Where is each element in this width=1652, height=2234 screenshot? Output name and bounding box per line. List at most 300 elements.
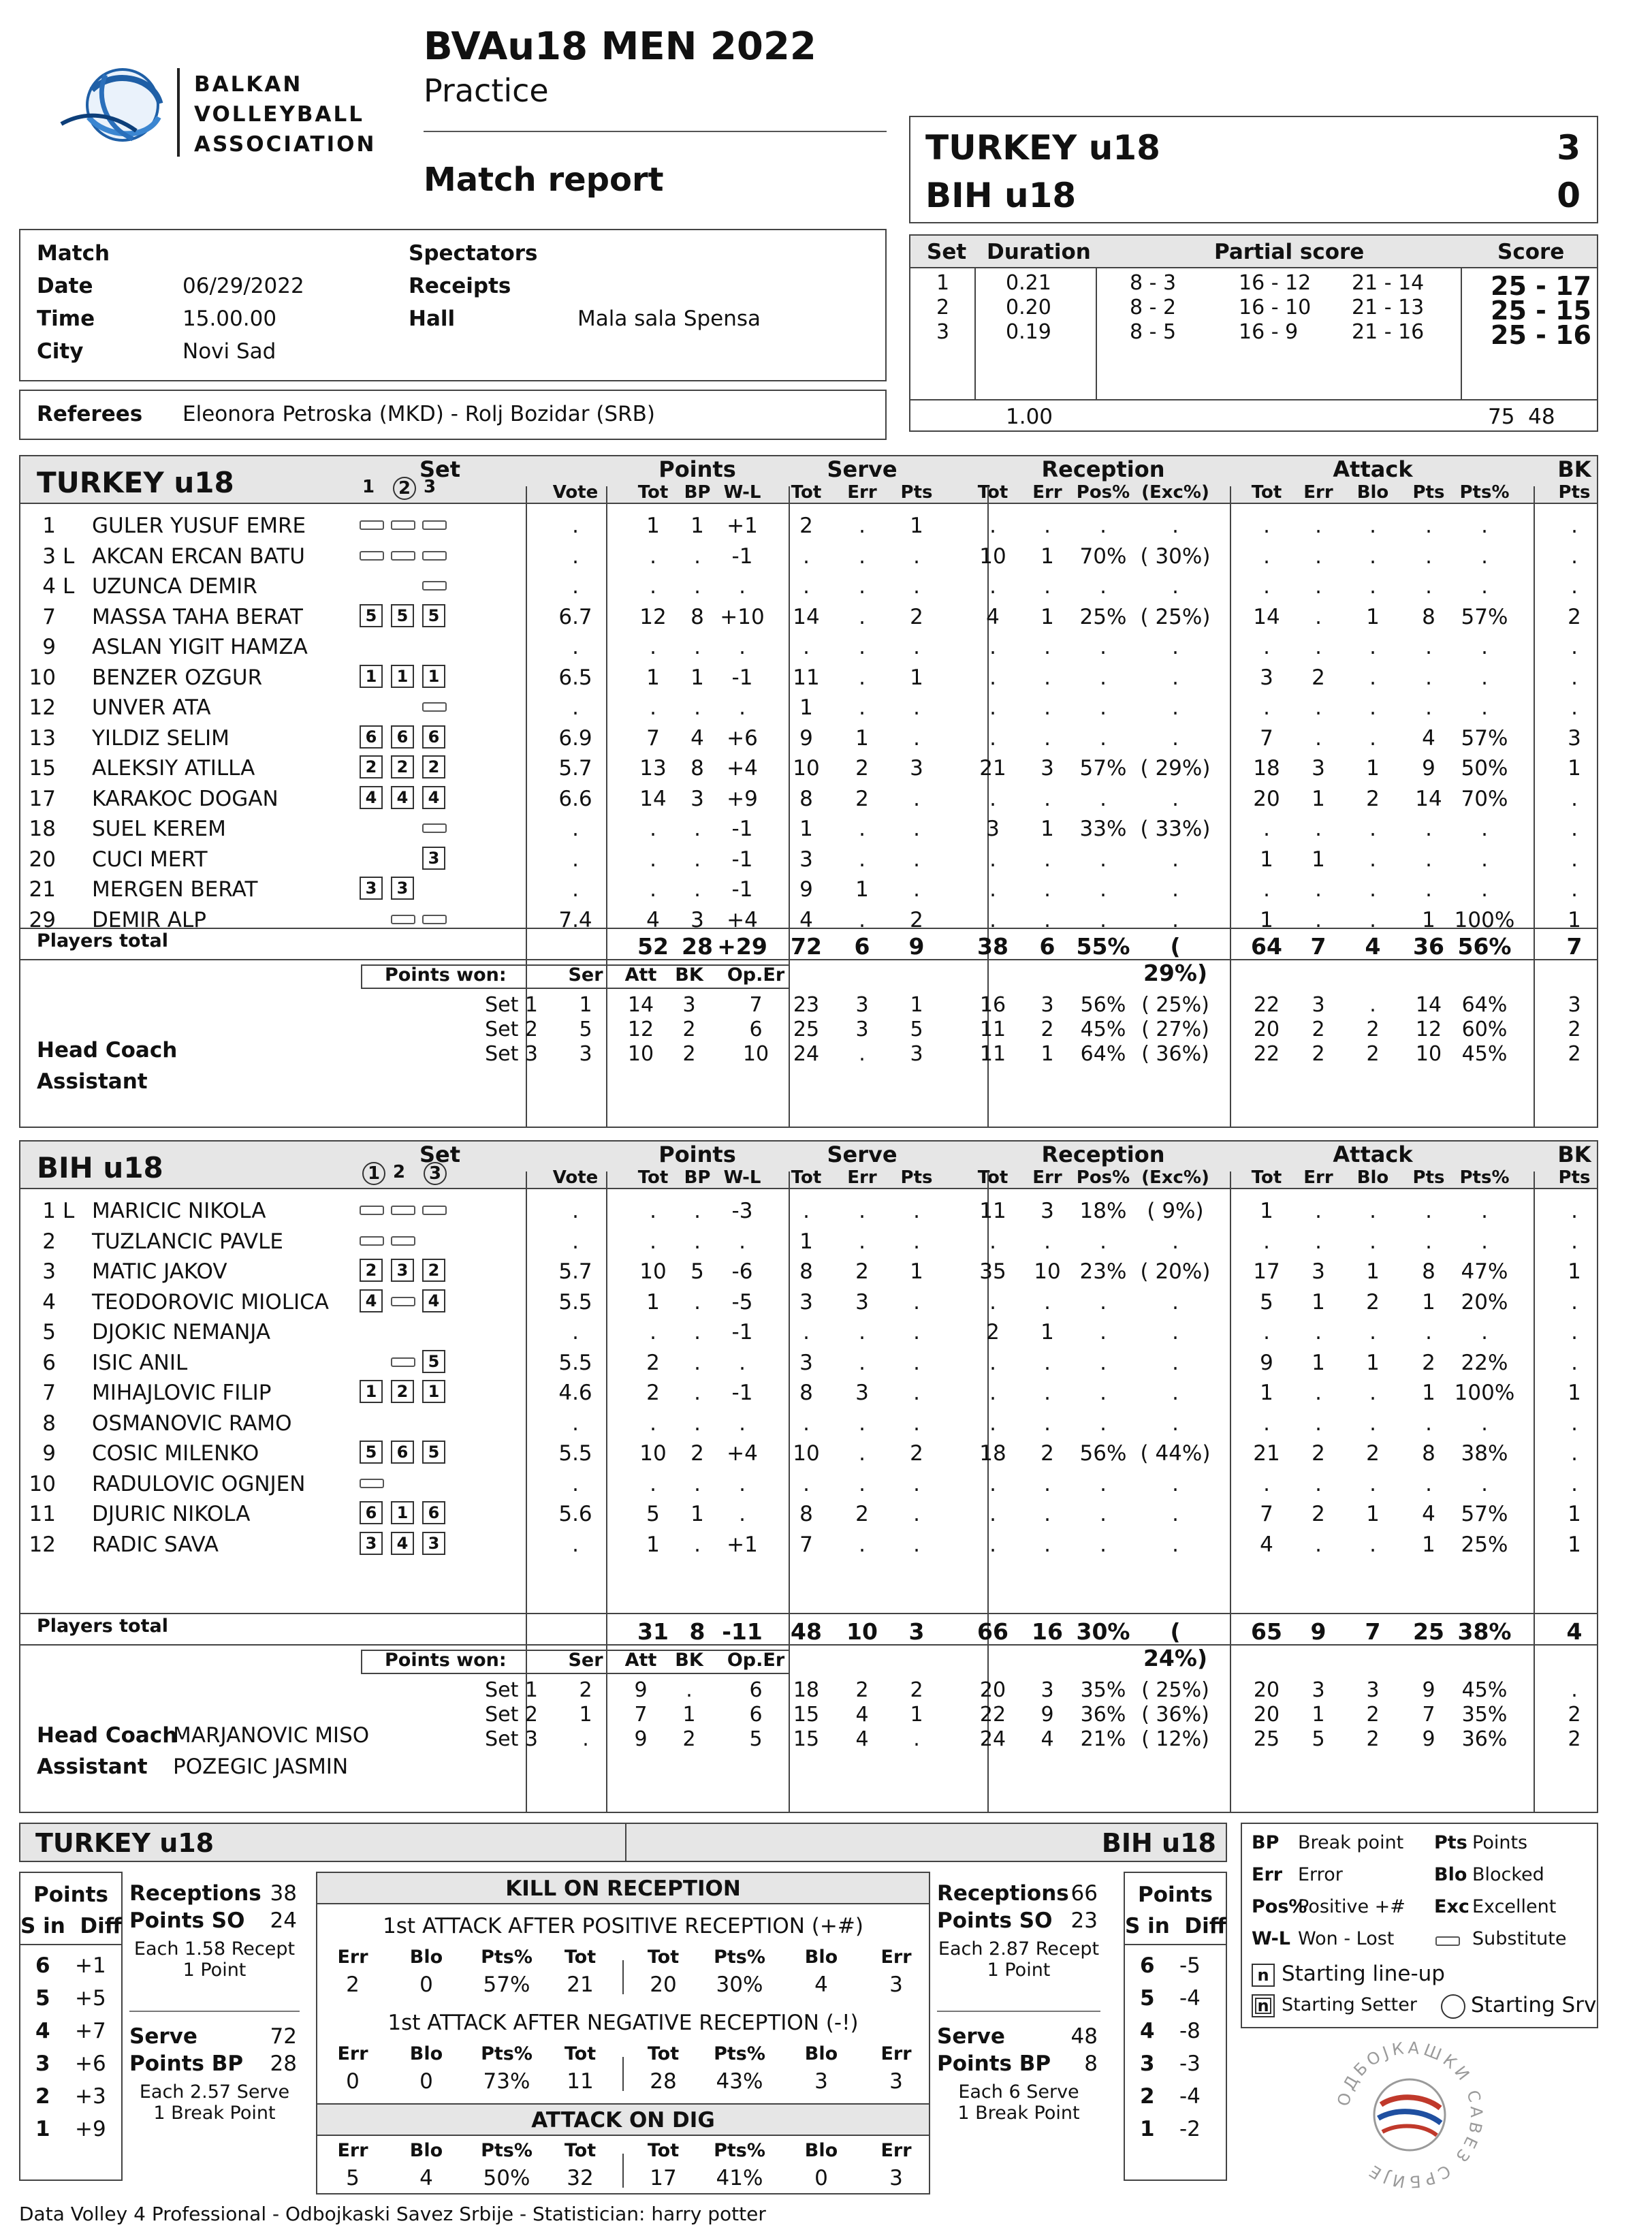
points-won-cell: 3 xyxy=(579,1042,592,1066)
subhdr-err: Err xyxy=(1032,1167,1062,1188)
kill-cell: 50% xyxy=(483,2166,530,2190)
stat-cell: . xyxy=(1172,725,1179,751)
stat-cell: . xyxy=(1315,695,1322,720)
stat-cell: . xyxy=(1369,1320,1376,1344)
set-cell: 16 - 10 xyxy=(1239,296,1312,319)
kill-cell: 0 xyxy=(419,1972,433,1997)
date-value: 06/29/2022 xyxy=(182,274,304,298)
hdr-set: Set xyxy=(419,456,461,482)
total-cell: 52 xyxy=(637,933,669,960)
stat-cell: . xyxy=(1481,635,1488,659)
stat-cell: . xyxy=(1369,847,1376,872)
set-stat-cell: 36% xyxy=(1080,1703,1126,1727)
total-cell: 55% xyxy=(1076,933,1130,960)
stat-cell: . xyxy=(1172,786,1179,811)
set-stat-cell: 7 xyxy=(1422,1703,1435,1727)
player-name: BENZER OZGUR xyxy=(92,665,263,690)
player-row xyxy=(20,1469,1597,1499)
stat-cell: . xyxy=(1315,725,1322,751)
points-won-header: BK xyxy=(675,964,703,986)
stat-cell: ( 30%) xyxy=(1140,544,1211,569)
stat-cell: . xyxy=(739,574,746,599)
points-won-header: Att xyxy=(624,1650,657,1671)
starting-position: 5 xyxy=(360,604,383,627)
set-label: Set 3 xyxy=(485,1042,538,1066)
stat-cell: . xyxy=(989,695,996,720)
stat-cell: . xyxy=(1425,574,1432,599)
set-stat-cell: 1 xyxy=(1041,1042,1054,1066)
subhdr-blo: Blo xyxy=(1356,482,1389,503)
kill-hdr: Tot xyxy=(564,2140,597,2161)
stat-cell: -1 xyxy=(731,877,753,902)
hdr-points: Points xyxy=(658,456,736,482)
starting-position: 3 xyxy=(360,1532,383,1555)
points-won-header: BK xyxy=(675,1650,703,1671)
kill-cell: 0 xyxy=(346,2069,360,2094)
stat-cell: 8 xyxy=(799,1259,813,1284)
stat-cell: 2 xyxy=(910,907,923,932)
stat-cell: . xyxy=(1172,907,1179,932)
player-name: MATIC JAKOV xyxy=(92,1259,227,1284)
subhdr-err: Err xyxy=(1303,482,1333,503)
substitute-icon xyxy=(391,551,415,561)
stat-cell: . xyxy=(1481,1471,1488,1496)
stat-cell: . xyxy=(913,1199,920,1223)
player-row xyxy=(20,1530,1597,1560)
set-stat-cell: 64% xyxy=(1461,993,1508,1017)
subhdr-bp: BP xyxy=(684,482,711,503)
stat-cell: . xyxy=(572,544,579,569)
stat-cell: 1 xyxy=(1312,786,1325,811)
stat-cell: . xyxy=(1100,1381,1107,1405)
set-stat-cell: 3 xyxy=(1366,1678,1380,1702)
stat-cell: . xyxy=(694,877,701,902)
set-stat-cell: 3 xyxy=(1312,993,1325,1017)
stat-cell: . xyxy=(1100,786,1107,811)
set-stat-cell: 22 xyxy=(979,1703,1006,1727)
stat-cell: . xyxy=(1263,1471,1270,1496)
stat-cell: 21 xyxy=(979,756,1006,781)
stat-cell: . xyxy=(1571,695,1578,720)
stat-cell: . xyxy=(1571,1441,1578,1466)
kill-cell: 17 xyxy=(650,2166,677,2190)
set-stat-cell: 4 xyxy=(1041,1727,1054,1751)
stat-cell: ( 20%) xyxy=(1140,1259,1211,1284)
stat-cell: 18 xyxy=(1253,756,1280,781)
stat-cell: 13 xyxy=(639,756,667,781)
player-number: 4 xyxy=(42,574,56,599)
stat-cell: . xyxy=(859,574,865,599)
stat-cell: +6 xyxy=(727,725,758,751)
substitute-icon xyxy=(422,823,447,833)
kill-cell: 3 xyxy=(889,2166,903,2190)
stat-cell: . xyxy=(1315,1532,1322,1557)
hdr-reception: Reception xyxy=(1041,1142,1165,1167)
kill-hdr: Err xyxy=(337,1947,368,1968)
kill-cell: 4 xyxy=(419,2166,433,2190)
stat-cell: 2 xyxy=(646,1381,660,1405)
stat-cell: . xyxy=(913,1502,920,1526)
total-cell: 7 xyxy=(1310,933,1327,960)
subhdr-tot: Tot xyxy=(791,1167,822,1188)
stat-cell: . xyxy=(650,847,656,872)
set-stat-cell: 2 xyxy=(1366,1727,1380,1751)
stat-cell: . xyxy=(1425,1229,1432,1254)
stat-cell: 56% xyxy=(1079,1441,1127,1466)
stat-cell: . xyxy=(739,695,746,720)
points-won-cell: 6 xyxy=(749,1703,763,1727)
rotation-diff: +7 xyxy=(75,2019,106,2043)
total-cell: 25 xyxy=(1413,1618,1444,1645)
total-cell: 8 xyxy=(689,1618,705,1645)
stat-cell: . xyxy=(1044,847,1051,872)
stat-cell: . xyxy=(694,544,701,569)
home-sets: 3 xyxy=(1557,128,1580,168)
subhdr-blo: Blo xyxy=(1356,1167,1389,1188)
stat-cell: . xyxy=(1172,1502,1179,1526)
stat-cell: 5 xyxy=(646,1502,660,1526)
player-row xyxy=(20,1287,1597,1317)
stat-cell: . xyxy=(1571,544,1578,569)
stat-cell: 10 xyxy=(639,1259,667,1284)
player-row xyxy=(20,1378,1597,1408)
attack-on-dig xyxy=(316,2103,930,2194)
stat-cell: 17 xyxy=(1253,1259,1280,1284)
starting-position: 6 xyxy=(391,725,414,749)
subhdr-exc: (Exc%) xyxy=(1141,482,1209,503)
total-cell: 65 xyxy=(1251,1618,1282,1645)
player-row xyxy=(20,511,1597,541)
stat-cell: . xyxy=(1100,665,1107,690)
total-cell: 30% xyxy=(1076,1618,1130,1645)
stat-cell: . xyxy=(1172,877,1179,902)
stat-cell: . xyxy=(1172,665,1179,690)
stat-cell: . xyxy=(913,635,920,659)
kill-cell: 5 xyxy=(346,2166,360,2190)
player-number: 2 xyxy=(42,1229,56,1254)
team-stats-home xyxy=(19,455,1598,1128)
stat-cell: . xyxy=(1044,665,1051,690)
stat-cell: . xyxy=(1369,514,1376,538)
total-duration: 1.00 xyxy=(1006,405,1053,429)
stat-cell: 18 xyxy=(979,1441,1006,1466)
legend-abbr: Pos% xyxy=(1252,1896,1307,1917)
set-stat-cell: 3 xyxy=(1312,1678,1325,1702)
substitute-icon xyxy=(1435,1936,1460,1946)
stat-cell: 70% xyxy=(1079,544,1127,569)
player-name: DEMIR ALP xyxy=(92,907,206,932)
stat-cell: 4 xyxy=(1260,1532,1273,1557)
points-won-header: Ser xyxy=(568,964,603,986)
summary-away-name: BIH u18 xyxy=(1101,1828,1216,1858)
kill-hdr: Blo xyxy=(804,2140,838,2161)
stat-cell: . xyxy=(1315,1381,1322,1405)
starting-position: 3 xyxy=(422,1532,445,1555)
starting-position: 6 xyxy=(360,1501,383,1524)
stat-cell: 20 xyxy=(1253,786,1280,811)
starting-position: 5 xyxy=(391,604,414,627)
stat-cell: 1 xyxy=(1366,1350,1380,1375)
points-won-header: Att xyxy=(624,964,657,986)
stat-cell: . xyxy=(650,544,656,569)
total-cell: 56% xyxy=(1457,933,1512,960)
seal-icon xyxy=(1328,2033,1491,2197)
stat-cell: 100% xyxy=(1454,907,1515,932)
starting-position: 6 xyxy=(422,725,445,749)
stat-cell: . xyxy=(1100,1532,1107,1557)
points-won-cell: 2 xyxy=(682,1018,696,1041)
set-stat-cell: 3 xyxy=(910,1042,923,1066)
kill-cell: 4 xyxy=(814,1972,828,1997)
stat-cell: 9 xyxy=(1260,1350,1273,1375)
stat-cell: . xyxy=(739,1471,746,1496)
rotation-number: 4 xyxy=(35,2019,50,2043)
stat-cell: . xyxy=(1571,817,1578,841)
stat-cell: -1 xyxy=(731,847,753,872)
stat-cell: +1 xyxy=(727,514,758,538)
stat-cell: . xyxy=(1044,1229,1051,1254)
starting-position: 6 xyxy=(391,1441,414,1464)
stat-cell: . xyxy=(572,1532,579,1557)
total-cell: 9 xyxy=(1310,1618,1327,1645)
legend-desc: Won - Lost xyxy=(1298,1928,1395,1949)
rotation-diff: -2 xyxy=(1179,2117,1201,2141)
referees-value: Eleonora Petroska (MKD) - Rolj Bozidar (SRB) xyxy=(182,402,655,426)
stat-cell: . xyxy=(1100,907,1107,932)
team-stats-away xyxy=(19,1140,1598,1813)
legend-srv: Starting Srv xyxy=(1441,1992,1596,2019)
stat-cell: 10 xyxy=(979,544,1006,569)
stat-cell: . xyxy=(1571,877,1578,902)
stat-cell: 1 xyxy=(646,1532,660,1557)
points-won-cell: 10 xyxy=(742,1042,769,1066)
stat-cell: . xyxy=(859,635,865,659)
stat-cell: 23% xyxy=(1079,1259,1127,1284)
player-name: RADULOVIC OGNJEN xyxy=(92,1471,306,1496)
set-stat-cell: 1 xyxy=(910,993,923,1017)
set-stat-cell: 1 xyxy=(1312,1703,1325,1727)
starting-position: 1 xyxy=(422,1380,445,1403)
set-stat-cell: 2 xyxy=(1568,1727,1581,1751)
stat-cell: 1 xyxy=(855,725,869,751)
starting-position: 4 xyxy=(360,786,383,809)
set-stat-cell: 64% xyxy=(1080,1042,1126,1066)
stat-cell: 10 xyxy=(793,1441,820,1466)
starting-position: 2 xyxy=(391,1380,414,1403)
match-info xyxy=(19,229,887,381)
stat-cell: . xyxy=(989,1411,996,1436)
stat-cell: . xyxy=(1571,574,1578,599)
stat-cell: . xyxy=(572,1320,579,1344)
stat-cell: . xyxy=(1315,1229,1322,1254)
starting-position: 3 xyxy=(422,847,445,870)
stat-cell: . xyxy=(650,1320,656,1344)
stat-cell: . xyxy=(1172,1229,1179,1254)
subhdr-tot: Tot xyxy=(1251,1167,1282,1188)
substitute-icon xyxy=(422,702,447,712)
set-number: 3 xyxy=(424,477,436,497)
player-name: UZUNCA DEMIR xyxy=(92,574,257,599)
stat-cell: 3 xyxy=(986,817,1000,841)
stat-cell: . xyxy=(1481,877,1488,902)
player-number: 12 xyxy=(29,1532,56,1557)
stat-cell: . xyxy=(1425,847,1432,872)
players-total-label: Players total xyxy=(37,930,168,951)
stat-cell: . xyxy=(913,817,920,841)
stat-cell: . xyxy=(1571,1229,1578,1254)
stat-cell: 2 xyxy=(855,1259,869,1284)
set-stat-cell: 5 xyxy=(1312,1727,1325,1751)
set-stat-cell: 16 xyxy=(979,993,1006,1017)
stat-cell: . xyxy=(1315,514,1322,538)
stat-cell: . xyxy=(859,514,865,538)
sets-hdr-score: Score xyxy=(1497,240,1565,264)
report-title: Match report xyxy=(424,161,664,199)
total-cell: 31 xyxy=(637,1618,669,1645)
stat-cell: . xyxy=(1315,907,1322,932)
player-row xyxy=(20,663,1597,693)
stat-cell: . xyxy=(1481,1411,1488,1436)
set-stat-cell: ( 36%) xyxy=(1141,1042,1209,1066)
stat-cell: . xyxy=(859,907,865,932)
substitute-icon xyxy=(391,1236,415,1246)
stat-cell: 4 xyxy=(646,907,660,932)
set-stat-cell: 35% xyxy=(1461,1703,1508,1727)
stat-cell: . xyxy=(1100,635,1107,659)
stat-cell: 6.5 xyxy=(558,665,592,690)
stat-cell: 3 xyxy=(799,1350,813,1375)
stat-cell: . xyxy=(1571,847,1578,872)
player-number: 12 xyxy=(29,695,56,720)
set-number: 2 xyxy=(393,477,416,500)
receipts-label: Receipts xyxy=(409,274,511,298)
stat-cell: 3 xyxy=(690,786,704,811)
stat-cell: 1 xyxy=(910,1259,923,1284)
stat-cell: . xyxy=(989,786,996,811)
player-row xyxy=(20,1196,1597,1226)
stat-cell: 1 xyxy=(1422,1289,1435,1315)
stat-cell: 20% xyxy=(1461,1289,1508,1315)
kill-title: KILL ON RECEPTION xyxy=(317,1873,929,1904)
stat-cell: 7 xyxy=(646,725,660,751)
stat-cell: . xyxy=(572,877,579,902)
starting-position: 1 xyxy=(360,1380,383,1403)
total-cell: 4 xyxy=(1566,1618,1583,1645)
stat-cell: 2 xyxy=(799,514,813,538)
total-cell: ( 29%) xyxy=(1143,933,1208,986)
starting-position: 4 xyxy=(422,1289,445,1312)
stat-cell: 6.7 xyxy=(558,604,592,629)
player-row xyxy=(20,602,1597,632)
set-stat-cell: 18 xyxy=(793,1678,820,1702)
set-stat-cell: 56% xyxy=(1080,993,1126,1017)
assistant-label: Assistant xyxy=(37,1069,148,1094)
stat-cell: . xyxy=(913,786,920,811)
legend-abbr: BP xyxy=(1252,1832,1280,1853)
stat-cell: 14 xyxy=(793,604,820,629)
stat-cell: . xyxy=(989,847,996,872)
stat-cell: . xyxy=(989,1289,996,1315)
hall-value: Mala sala Spensa xyxy=(577,306,761,331)
kill-cell: 3 xyxy=(889,1972,903,1997)
points-won-cell: . xyxy=(582,1727,589,1751)
stat-cell: . xyxy=(1425,695,1432,720)
stat-cell: 5.6 xyxy=(558,1502,592,1526)
hdr-points: Points xyxy=(658,1142,736,1167)
stat-cell: . xyxy=(1571,514,1578,538)
stat-cell: 7 xyxy=(1260,725,1273,751)
set-stat-cell: 9 xyxy=(1422,1727,1435,1751)
player-number: 18 xyxy=(29,817,56,841)
set-stat-cell: 11 xyxy=(979,1042,1006,1066)
rotation-diff: +6 xyxy=(75,2051,106,2076)
points-won-cell: 2 xyxy=(579,1678,592,1702)
kill-cell: 32 xyxy=(567,2166,594,2190)
stat-cell: . xyxy=(1369,635,1376,659)
points-won-header: Points won: xyxy=(385,1650,507,1671)
subhdr-err: Err xyxy=(1032,482,1062,503)
stat-cell: 1 xyxy=(1041,1320,1054,1344)
stat-cell: . xyxy=(1425,877,1432,902)
kill-hdr: Tot xyxy=(647,1947,680,1968)
stat-cell: 3 xyxy=(910,756,923,781)
points-won-header: Op.Er xyxy=(727,1650,785,1671)
rotation-diff: +1 xyxy=(75,1953,106,1978)
head-coach-name: MARJANOVIC MISO xyxy=(173,1723,370,1748)
stat-cell: . xyxy=(572,847,579,872)
stat-cell: . xyxy=(803,574,810,599)
time-label: Time xyxy=(37,306,95,331)
set-cell: 0.20 xyxy=(1006,296,1051,319)
hdr-set: Set xyxy=(419,1142,461,1167)
set-cell: 25 - 17 xyxy=(1491,271,1591,301)
points-won-cell: 6 xyxy=(749,1018,763,1041)
substitute-icon xyxy=(391,520,415,530)
stat-cell: -1 xyxy=(731,665,753,690)
stat-cell: 1 xyxy=(910,665,923,690)
stat-cell: . xyxy=(913,544,920,569)
starting-position: 4 xyxy=(422,786,445,809)
hdr-attack: Attack xyxy=(1333,456,1413,482)
player-row xyxy=(20,845,1597,875)
points-won-cell: 7 xyxy=(749,993,763,1017)
kill-hdr: Err xyxy=(337,2043,368,2064)
stat-cell: +4 xyxy=(727,756,758,781)
stat-cell: 1 xyxy=(1312,1289,1325,1315)
stat-cell: . xyxy=(1369,1532,1376,1557)
stat-cell: 1 xyxy=(690,1502,704,1526)
points-won-header: Points won: xyxy=(385,964,507,986)
stat-cell: -1 xyxy=(731,817,753,841)
stat-cell: . xyxy=(1263,635,1270,659)
stat-cell: 1 xyxy=(690,514,704,538)
stat-cell: 1 xyxy=(1568,907,1581,932)
stat-cell: . xyxy=(572,817,579,841)
set-label: Set 1 xyxy=(485,993,538,1017)
legend-abbr: Blo xyxy=(1434,1864,1467,1885)
kill-hdr: Err xyxy=(337,2140,368,2161)
stat-cell: 2 xyxy=(1312,665,1325,690)
stat-cell: 57% xyxy=(1461,604,1508,629)
set-stat-cell: 3 xyxy=(1041,993,1054,1017)
referees-box xyxy=(19,390,887,440)
set-stat-cell: 22 xyxy=(1253,993,1280,1017)
substitute-icon xyxy=(422,581,447,591)
stat-cell: . xyxy=(859,665,865,690)
subhdr-pts: Pts xyxy=(900,482,933,503)
stat-cell: 9 xyxy=(799,877,813,902)
kill-hdr: Pts% xyxy=(481,1947,533,1968)
